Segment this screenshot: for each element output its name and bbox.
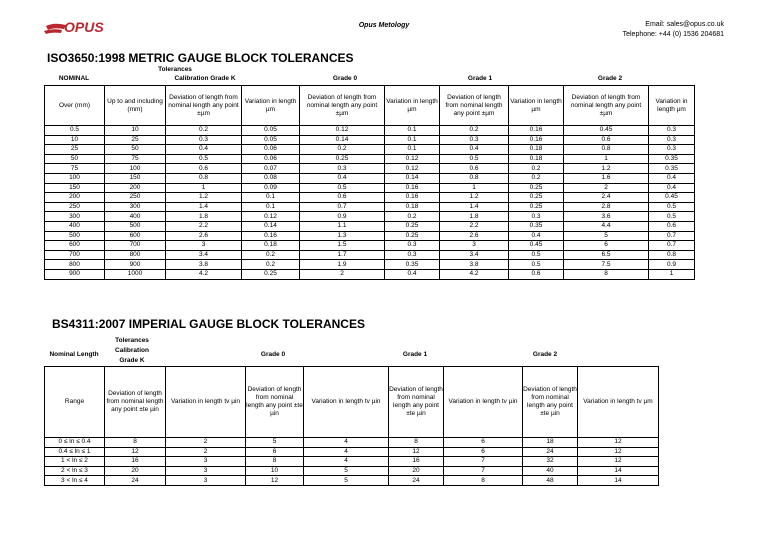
table-cell: 0.06 — [242, 154, 300, 164]
table-cell: 1.8 — [440, 212, 509, 222]
table-cell: 7.5 — [564, 260, 649, 270]
table-cell: 0.16 — [385, 193, 440, 203]
metric-grade-0-label: Grade 0 — [332, 75, 358, 82]
table-cell: 400 — [45, 221, 105, 231]
table-cell: 0.3 — [166, 135, 242, 145]
table-cell: 2.6 — [166, 231, 242, 241]
table-cell: 0.45 — [649, 193, 695, 203]
table-cell: 0.6 — [649, 221, 695, 231]
table-cell: 0.2 — [242, 250, 300, 260]
table-row — [45, 241, 695, 251]
table-cell: 0.4 — [300, 173, 385, 183]
metric-title: ISO3650:1998 METRIC GAUGE BLOCK TOLERANCES — [47, 51, 354, 65]
table-cell: 50 — [45, 154, 105, 164]
table-cell: 1.9 — [300, 260, 385, 270]
table-row — [45, 260, 695, 270]
table-cell: 3 — [166, 476, 246, 486]
table-cell: 700 — [105, 241, 166, 251]
table-row — [45, 476, 659, 486]
table-cell: 0.4 — [385, 269, 440, 279]
metric-column-header: Deviation of length from nominal length any point ±µm — [166, 86, 242, 126]
metric-column-header: Variation in length µm — [385, 86, 440, 126]
table-row — [45, 135, 695, 145]
table-cell: 1 — [564, 154, 649, 164]
table-cell: 300 — [105, 202, 166, 212]
table-cell: 6 — [564, 241, 649, 251]
table-cell: 150 — [45, 183, 105, 193]
table-cell: 3.8 — [166, 260, 242, 270]
table-cell: 2 — [564, 183, 649, 193]
table-cell: 0.2 — [509, 173, 564, 183]
table-cell: 12 — [578, 438, 659, 448]
imperial-tolerances-label: Tolerances — [115, 337, 149, 344]
table-cell: 0 ≤ ln ≤ 0.4 — [45, 438, 105, 448]
metric-column-header: Deviation of length from nominal length any point ±µm — [440, 86, 509, 126]
metric-tolerances-label: Tolerances — [158, 66, 192, 73]
table-cell: 0.2 — [385, 212, 440, 222]
table-cell: 250 — [45, 202, 105, 212]
imperial-title: BS4311:2007 IMPERIAL GAUGE BLOCK TOLERANCES — [52, 317, 365, 331]
table-cell: 200 — [105, 183, 166, 193]
table-cell: 0.9 — [300, 212, 385, 222]
table-cell: 100 — [105, 164, 166, 174]
table-cell: 0.6 — [564, 135, 649, 145]
table-cell: 0.8 — [649, 250, 695, 260]
table-cell: 2 < ln ≤ 3 — [45, 466, 105, 476]
table-cell: 6 — [444, 438, 523, 448]
table-cell: 0.25 — [385, 231, 440, 241]
table-cell: 1.3 — [300, 231, 385, 241]
table-cell: 0.8 — [440, 173, 509, 183]
table-cell: 0.7 — [649, 231, 695, 241]
table-cell: 5 — [304, 476, 389, 486]
imperial-grade-2-label: Grade 2 — [532, 351, 558, 358]
table-cell: 0.3 — [649, 135, 695, 145]
table-cell: 0.1 — [242, 202, 300, 212]
table-cell: 5 — [304, 466, 389, 476]
table-row — [45, 250, 695, 260]
table-cell: 8 — [564, 269, 649, 279]
table-cell: 1 < ln ≤ 2 — [45, 457, 105, 467]
table-row — [45, 269, 695, 279]
table-cell: 4.4 — [564, 221, 649, 231]
table-cell: 900 — [45, 269, 105, 279]
table-cell: 32 — [523, 457, 578, 467]
table-cell: 0.3 — [440, 135, 509, 145]
table-cell: 75 — [45, 164, 105, 174]
table-cell: 0.05 — [242, 135, 300, 145]
table-cell: 0.5 — [166, 154, 242, 164]
table-cell: 0.45 — [509, 241, 564, 251]
table-cell: 3.6 — [564, 212, 649, 222]
table-cell: 0.4 — [166, 145, 242, 155]
table-cell: 0.2 — [440, 126, 509, 136]
table-cell: 2.2 — [166, 221, 242, 231]
table-cell: 7 — [444, 457, 523, 467]
table-cell: 24 — [105, 476, 166, 486]
table-cell: 0.5 — [509, 260, 564, 270]
table-cell: 3 — [166, 457, 246, 467]
table-cell: 0.2 — [166, 126, 242, 136]
table-cell: 0.8 — [564, 145, 649, 155]
imperial-column-header: Range — [45, 367, 105, 438]
table-cell: 24 — [523, 447, 578, 457]
table-cell: 500 — [105, 221, 166, 231]
table-cell: 0.25 — [242, 269, 300, 279]
table-cell: 12 — [578, 447, 659, 457]
table-row — [45, 145, 695, 155]
table-cell: 3 < ln ≤ 4 — [45, 476, 105, 486]
table-cell: 0.35 — [385, 260, 440, 270]
table-cell: 25 — [45, 145, 105, 155]
table-cell: 200 — [45, 193, 105, 203]
table-cell: 600 — [105, 231, 166, 241]
table-cell: 20 — [389, 466, 444, 476]
table-cell: 18 — [523, 438, 578, 448]
imperial-column-header: Variation in length tv µin — [444, 367, 523, 438]
table-cell: 0.6 — [300, 193, 385, 203]
table-cell: 0.4 — [649, 183, 695, 193]
table-cell: 0.25 — [509, 202, 564, 212]
table-cell: 1.7 — [300, 250, 385, 260]
table-cell: 8 — [105, 438, 166, 448]
table-cell: 0.18 — [385, 202, 440, 212]
table-cell: 0.9 — [649, 260, 695, 270]
table-cell: 1000 — [105, 269, 166, 279]
table-cell: 0.3 — [649, 126, 695, 136]
table-cell: 3 — [440, 241, 509, 251]
table-cell: 250 — [105, 193, 166, 203]
table-cell: 48 — [523, 476, 578, 486]
table-cell: 0.5 — [440, 154, 509, 164]
table-cell: 0.25 — [300, 154, 385, 164]
table-cell: 0.3 — [385, 241, 440, 251]
metric-column-header: Deviation of length from nominal length any point ±µm — [300, 86, 385, 126]
table-cell: 4 — [304, 438, 389, 448]
table-row — [45, 183, 695, 193]
table-cell: 1.1 — [300, 221, 385, 231]
table-cell: 4.2 — [166, 269, 242, 279]
table-cell: 0.2 — [509, 164, 564, 174]
table-cell: 0.3 — [385, 250, 440, 260]
table-cell: 0.5 — [649, 202, 695, 212]
table-cell: 0.2 — [300, 145, 385, 155]
table-cell: 14 — [578, 466, 659, 476]
table-cell: 0.12 — [300, 126, 385, 136]
table-cell: 0.12 — [242, 212, 300, 222]
header-company: Opus Metology — [358, 22, 410, 29]
table-cell: 0.35 — [509, 221, 564, 231]
table-cell: 50 — [105, 145, 166, 155]
metric-nominal-label: NOMINAL — [58, 75, 90, 82]
table-row — [45, 212, 695, 222]
header-phone: Telephone: +44 (0) 1536 204681 — [622, 31, 724, 38]
table-cell: 900 — [105, 260, 166, 270]
table-cell: 0.4 ≤ ln ≤ 1 — [45, 447, 105, 457]
table-cell: 1.5 — [300, 241, 385, 251]
metric-grade-2-label: Grade 2 — [597, 75, 623, 82]
table-cell: 10 — [105, 126, 166, 136]
table-cell: 1.4 — [166, 202, 242, 212]
table-cell: 3 — [166, 241, 242, 251]
imperial-column-header: Deviation of length from nominal length any point ±te µin — [246, 367, 304, 438]
table-cell: 0.3 — [649, 145, 695, 155]
table-row — [45, 447, 659, 457]
table-cell: 14 — [578, 476, 659, 486]
table-cell: 6 — [444, 447, 523, 457]
table-cell: 1 — [166, 183, 242, 193]
table-cell: 0.5 — [45, 126, 105, 136]
table-cell: 3.4 — [440, 250, 509, 260]
imperial-column-header: Variation in length tv µin — [304, 367, 389, 438]
table-cell: 0.3 — [300, 164, 385, 174]
table-cell: 0.18 — [509, 154, 564, 164]
table-cell: 0.4 — [649, 173, 695, 183]
imperial-column-header: Variation in length tv µin — [166, 367, 246, 438]
table-cell: 4.2 — [440, 269, 509, 279]
table-cell: 6 — [246, 447, 304, 457]
header-contact — [623, 20, 724, 40]
imperial-calibration-label: Calibration — [115, 347, 149, 354]
metric-grade-k-label: Calibration Grade K — [174, 75, 236, 82]
table-cell: 12 — [246, 476, 304, 486]
table-cell: 8 — [246, 457, 304, 467]
imperial-grade-k-label: Grade K — [119, 357, 145, 364]
table-cell: 0.5 — [509, 250, 564, 260]
table-cell: 1.2 — [166, 193, 242, 203]
table-cell: 0.25 — [509, 183, 564, 193]
metric-tolerance-table — [44, 85, 695, 280]
table-cell: 20 — [105, 466, 166, 476]
table-row — [45, 164, 695, 174]
table-cell: 0.09 — [242, 183, 300, 193]
table-cell: 0.16 — [385, 183, 440, 193]
table-cell: 0.8 — [166, 173, 242, 183]
table-row — [45, 202, 695, 212]
imperial-grade-0-label: Grade 0 — [260, 351, 286, 358]
metric-grade-1-label: Grade 1 — [467, 75, 493, 82]
table-cell: 0.4 — [440, 145, 509, 155]
table-cell: 0.16 — [509, 126, 564, 136]
table-cell: 0.08 — [242, 173, 300, 183]
table-cell: 0.14 — [242, 221, 300, 231]
table-row — [45, 231, 695, 241]
table-cell: 0.6 — [509, 269, 564, 279]
table-cell: 0.1 — [385, 135, 440, 145]
table-cell: 0.12 — [385, 164, 440, 174]
table-row — [45, 126, 695, 136]
table-cell: 2.6 — [440, 231, 509, 241]
table-cell: 500 — [45, 231, 105, 241]
table-cell: 0.45 — [564, 126, 649, 136]
table-row — [45, 193, 695, 203]
table-row — [45, 221, 695, 231]
table-cell: 10 — [246, 466, 304, 476]
table-cell: 5 — [564, 231, 649, 241]
table-cell: 0.14 — [385, 173, 440, 183]
table-cell: 0.2 — [242, 260, 300, 270]
metric-column-header: Up to and including (mm) — [105, 86, 166, 126]
table-cell: 0.18 — [509, 145, 564, 155]
imperial-column-header: Variation in length tv µm — [578, 367, 659, 438]
table-cell: 0.18 — [242, 241, 300, 251]
table-cell: 0.12 — [385, 154, 440, 164]
table-row — [45, 466, 659, 476]
table-cell: 0.5 — [300, 183, 385, 193]
table-cell: 8 — [444, 476, 523, 486]
table-row — [45, 154, 695, 164]
table-cell: 800 — [105, 250, 166, 260]
table-cell: 10 — [45, 135, 105, 145]
table-row — [45, 457, 659, 467]
table-cell: 12 — [389, 447, 444, 457]
imperial-grade-1-label: Grade 1 — [402, 351, 428, 358]
table-cell: 16 — [105, 457, 166, 467]
table-cell: 700 — [45, 250, 105, 260]
table-cell: 16 — [389, 457, 444, 467]
table-cell: 0.1 — [385, 126, 440, 136]
table-cell: 300 — [45, 212, 105, 222]
metric-column-header: Variation in length µm — [509, 86, 564, 126]
table-cell: 100 — [45, 173, 105, 183]
table-cell: 4 — [304, 457, 389, 467]
table-cell: 2 — [166, 438, 246, 448]
table-cell: 2 — [166, 447, 246, 457]
table-cell: 4 — [304, 447, 389, 457]
table-cell: 2 — [300, 269, 385, 279]
table-row — [45, 173, 695, 183]
table-cell: 0.35 — [649, 154, 695, 164]
table-cell: 0.6 — [440, 164, 509, 174]
table-cell: 0.25 — [385, 221, 440, 231]
table-cell: 0.25 — [509, 193, 564, 203]
table-cell: 2.8 — [564, 202, 649, 212]
table-cell: 3.8 — [440, 260, 509, 270]
imperial-column-header: Deviation of length from nominal length any point ±te µin — [389, 367, 444, 438]
table-row — [45, 438, 659, 448]
table-cell: 600 — [45, 241, 105, 251]
imperial-tolerance-table — [44, 366, 659, 486]
table-cell: 1.2 — [440, 193, 509, 203]
table-cell: 1.4 — [440, 202, 509, 212]
table-cell: 0.05 — [242, 126, 300, 136]
table-cell: 40 — [523, 466, 578, 476]
header-email: Email: sales@opus.co.uk — [645, 21, 724, 28]
table-cell: 0.7 — [649, 241, 695, 251]
table-cell: 1 — [440, 183, 509, 193]
table-cell: 0.16 — [509, 135, 564, 145]
imperial-column-header: Deviation of length from nominal length any point ±te µin — [523, 367, 578, 438]
table-cell: 0.16 — [242, 231, 300, 241]
table-cell: 7 — [444, 466, 523, 476]
table-cell: 800 — [45, 260, 105, 270]
table-cell: 1.6 — [564, 173, 649, 183]
table-cell: 25 — [105, 135, 166, 145]
table-cell: 75 — [105, 154, 166, 164]
table-cell: 6.5 — [564, 250, 649, 260]
metric-column-header: Variation in length µm — [242, 86, 300, 126]
metric-column-header: Deviation of length from nominal length any point ±µm — [564, 86, 649, 126]
table-cell: 0.1 — [385, 145, 440, 155]
table-cell: 3 — [166, 466, 246, 476]
imperial-column-header: Deviation of length from nominal length any point ±te µin — [105, 367, 166, 438]
table-cell: 1.2 — [564, 164, 649, 174]
table-cell: 400 — [105, 212, 166, 222]
table-cell: 5 — [246, 438, 304, 448]
table-cell: 12 — [578, 457, 659, 467]
table-cell: 0.5 — [649, 212, 695, 222]
table-cell: 0.1 — [242, 193, 300, 203]
table-cell: 0.7 — [300, 202, 385, 212]
table-cell: 0.3 — [509, 212, 564, 222]
table-cell: 0.06 — [242, 145, 300, 155]
table-cell: 150 — [105, 173, 166, 183]
metric-column-header: Variation in length µm — [649, 86, 695, 126]
table-cell: 8 — [389, 438, 444, 448]
table-cell: 0.35 — [649, 164, 695, 174]
table-cell: 2.2 — [440, 221, 509, 231]
table-cell: 1.8 — [166, 212, 242, 222]
table-cell: 0.14 — [300, 135, 385, 145]
table-cell: 0.4 — [509, 231, 564, 241]
table-cell: 12 — [105, 447, 166, 457]
table-cell: 3.4 — [166, 250, 242, 260]
table-cell: 2.4 — [564, 193, 649, 203]
logo-text: OPUS — [64, 19, 104, 35]
table-cell: 0.6 — [166, 164, 242, 174]
imperial-nominal-length-label: Nominal Length — [49, 351, 99, 358]
metric-column-header: Over (mm) — [45, 86, 105, 126]
table-cell: 0.07 — [242, 164, 300, 174]
table-cell: 1 — [649, 269, 695, 279]
table-cell: 24 — [389, 476, 444, 486]
